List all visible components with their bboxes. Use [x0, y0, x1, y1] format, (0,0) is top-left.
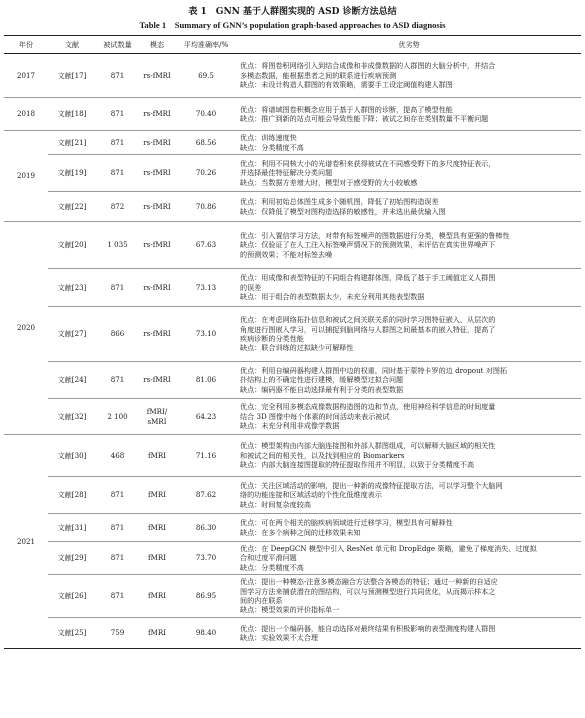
table-row [4, 307, 581, 362]
pros-cons-cell [237, 98, 581, 131]
reference-cell: 文献[18] [48, 98, 96, 131]
pros-cons-line: 缺点：仅降低了模型对图构造选择的敏感性，并未选出最优输入图 [240, 206, 446, 216]
pros-cons-line: 缺点：时间复杂度较高 [240, 499, 311, 509]
subjects-cell: 871 [96, 269, 139, 307]
subjects-cell: 468 [96, 435, 139, 477]
table-row [4, 222, 581, 269]
subjects-cell: 871 [96, 514, 139, 542]
subjects-cell: 759 [96, 618, 139, 649]
pros-cons-line: 的预测效果；不能对标签去噪 [240, 249, 333, 259]
modality-line: rs-fMRI [143, 329, 171, 339]
pros-cons-line: 缺点：实验效果不太合理 [240, 633, 319, 642]
accuracy-cell: 86.30 [175, 514, 237, 542]
pros-cons-line: 优点：利用自编码器构建人群图中边的权重，同时基于蒙特卡罗的边 dropout 对图拓 [240, 365, 508, 375]
reference-cell: 文献[23] [48, 269, 96, 307]
year-cell: 2017 [4, 54, 48, 98]
table-header-row [4, 36, 581, 54]
modality-line: rs-fMRI [143, 137, 171, 147]
accuracy-cell: 70.86 [175, 192, 237, 222]
year-cell: 2019 [4, 131, 48, 222]
pros-cons-line: 缺点：编码器不能自动选择最有利于分类的表型数据 [240, 384, 404, 394]
pros-cons-line: 优点：提出一种模态-注意多模态融合方法整合各模态的特征；通过一种新的自适应 [240, 577, 498, 587]
subjects-cell: 871 [96, 362, 139, 399]
reference-cell: 文献[20] [48, 222, 96, 269]
year-cell: 2018 [4, 98, 48, 131]
pros-cons-line: 缺点：分类精度不高 [240, 562, 304, 572]
reference-cell: 文献[30] [48, 435, 96, 477]
table-row [4, 477, 581, 514]
modality-line: sMRI [147, 416, 167, 426]
pros-cons-line: 优点：利用初始总体图生成多个随机图，降低了初始图构造误差 [240, 197, 439, 207]
pros-cons-line: 缺点：分类精度不高 [240, 142, 304, 152]
reference-cell: 文献[21] [48, 131, 96, 155]
accuracy-cell: 81.06 [175, 362, 237, 399]
modality-cell [139, 131, 175, 155]
pros-cons-cell [237, 155, 581, 192]
modality-cell [139, 477, 175, 514]
modality-line: rs-fMRI [143, 375, 171, 385]
table-row [4, 269, 581, 307]
accuracy-cell: 86.95 [175, 575, 237, 618]
modality-line: rs-fMRI [143, 282, 171, 292]
subjects-cell: 871 [96, 54, 139, 98]
table-title-cn: 表 1 GNN 基于人群图实现的 ASD 诊断方法总结 [188, 7, 397, 17]
reference-cell: 文献[29] [48, 542, 96, 575]
modality-cell [139, 575, 175, 618]
modality-cell [139, 542, 175, 575]
accuracy-cell: 67.63 [175, 222, 237, 269]
modality-cell [139, 618, 175, 649]
pros-cons-cell [237, 307, 581, 362]
asd-summary-table [4, 35, 581, 649]
pros-cons-line: 优点：提出一个编码器，能自动选择对最终结果有积极影响的表型测度构建人群图 [240, 623, 496, 633]
table-row [4, 399, 581, 435]
table-row [4, 362, 581, 399]
header-reference: 文献 [48, 36, 96, 54]
subjects-cell: 871 [96, 477, 139, 514]
table-row [4, 435, 581, 477]
pros-cons-line: 疾病诊断的分类性能 [240, 334, 304, 343]
modality-line: rs-fMRI [143, 168, 171, 178]
subjects-cell: 872 [96, 192, 139, 222]
subjects-cell: 871 [96, 575, 139, 618]
pros-cons-line: 缺点：内部大脑连接图提取的特征提取作用并不明显，以致于分类精度不高 [240, 460, 475, 470]
pros-cons-line: 并选择最佳特征解决分类问题 [240, 168, 333, 178]
reference-cell: 文献[28] [48, 477, 96, 514]
table-row [4, 618, 581, 649]
modality-line: rs-fMRI [143, 70, 171, 80]
modality-cell [139, 435, 175, 477]
accuracy-cell: 73.70 [175, 542, 237, 575]
modality-cell [139, 514, 175, 542]
pros-cons-line: 缺点：当数据方差增大时，模型对于感受野的大小较敏感 [240, 177, 418, 187]
reference-cell: 文献[31] [48, 514, 96, 542]
pros-cons-cell [237, 54, 581, 98]
pros-cons-line: 缺点：未充分利用非成像学数据 [240, 421, 340, 431]
pros-cons-line: 角度进行图嵌入学习，可以捕捉到脑网络与人群图之间最基本的嵌入特征，提高了 [240, 324, 496, 334]
modality-cell [139, 54, 175, 98]
pros-cons-line: 缺点：联合训练的过拟缺少可解释性 [240, 343, 354, 353]
pros-cons-line: 络的功能连接和区域活动的个性化低维度表示 [240, 490, 382, 500]
header-subjects: 被试数量 [96, 36, 139, 54]
pros-cons-line: 合和过度平滑问题 [240, 553, 297, 563]
pros-cons-line: 和被试之间的相关性，以及找到相应的 Biomarkers [240, 450, 405, 460]
reference-cell: 文献[22] [48, 192, 96, 222]
pros-cons-cell [237, 131, 581, 155]
accuracy-cell: 71.16 [175, 435, 237, 477]
reference-cell: 文献[19] [48, 155, 96, 192]
pros-cons-line: 优点：模型架构由内部大脑连接图和外部人群图组成，可以解释大脑区域的相关性 [240, 441, 496, 451]
pros-cons-line: 结合 3D 图像中每个体素的时间活动来表示被试 [240, 411, 390, 421]
pros-cons-line: 缺点：推广到新的站点可能会导致性能下降；被试之间存在类别数量不平衡问题 [240, 114, 489, 123]
pros-cons-line: 优点：可在两个相关的脑疾病领域进行迁移学习，模型具有可解释性 [240, 518, 453, 528]
pros-cons-line: 多模态数据，能根据患者之间的联系进行疾病预测 [240, 70, 397, 80]
pros-cons-cell [237, 477, 581, 514]
table-row [4, 542, 581, 575]
accuracy-cell: 73.13 [175, 269, 237, 307]
header-accuracy: 平均准确率/% [175, 36, 237, 54]
pros-cons-line: 优点：将谱域图卷积概念应用于基于人群图的诊断，提高了模型性能 [240, 104, 453, 114]
year-cell: 2021 [4, 435, 48, 649]
modality-cell [139, 222, 175, 269]
pros-cons-line: 优点：引入置信学习方法，对带有标签噪声的图数据进行分类，模型具有更强的鲁棒性 [240, 230, 510, 240]
subjects-cell: 871 [96, 155, 139, 192]
subjects-cell: 2 100 [96, 399, 139, 435]
reference-cell: 文献[27] [48, 307, 96, 362]
accuracy-cell: 69.5 [175, 54, 237, 98]
subjects-cell: 866 [96, 307, 139, 362]
pros-cons-line: 优点：在考虑网络拓扑信息和被试之间关联关系的同时学习图特征嵌入，从层次的 [240, 315, 496, 325]
accuracy-cell: 98.40 [175, 618, 237, 649]
pros-cons-cell [237, 618, 581, 649]
pros-cons-cell [237, 575, 581, 618]
pros-cons-line: 间的内在联系 [240, 596, 283, 605]
header-year: 年份 [4, 36, 48, 54]
modality-line: rs-fMRI [143, 109, 171, 119]
subjects-cell: 871 [96, 542, 139, 575]
table-row [4, 54, 581, 98]
modality-line: fMRI [147, 522, 167, 532]
modality-line: fMRI [147, 450, 167, 460]
modality-cell [139, 399, 175, 435]
modality-line: fMRI [147, 553, 167, 563]
subjects-cell: 1 035 [96, 222, 139, 269]
pros-cons-line: 缺点：模型效果的评价指标单一 [240, 605, 340, 615]
table-row [4, 192, 581, 222]
reference-cell: 文献[17] [48, 54, 96, 98]
modality-line: rs-fMRI [143, 240, 171, 250]
table-row [4, 131, 581, 155]
subjects-cell: 871 [96, 98, 139, 131]
pros-cons-line: 缺点：在多个病种之间的迁移效果未知 [240, 527, 361, 537]
modality-cell [139, 307, 175, 362]
pros-cons-line: 优点：训练速度快 [240, 133, 297, 143]
pros-cons-line: 缺点：仅验证了在人工注入标签噪声情况下的预测效果，未评估在真实世界噪声下 [240, 240, 496, 250]
reference-cell: 文献[26] [48, 575, 96, 618]
pros-cons-line: 优点：完全利用多模态成像数据构造图的边和节点，使用神经科学信息的时间度量 [240, 402, 496, 412]
modality-line: rs-fMRI [143, 201, 171, 211]
table-row [4, 98, 581, 131]
modality-cell [139, 155, 175, 192]
table-row [4, 155, 581, 192]
pros-cons-line: 缺点：用于组合的表型数据太少，未充分利用其他表型数据 [240, 292, 425, 302]
reference-cell: 文献[32] [48, 399, 96, 435]
modality-cell [139, 269, 175, 307]
pros-cons-line: 优点：关注区域活动的影响，提出一种新的成像特征提取方法，可以学习整个大脑网 [240, 480, 503, 490]
subjects-cell: 871 [96, 131, 139, 155]
table-row [4, 575, 581, 618]
modality-line: fMRI [147, 490, 167, 500]
accuracy-cell: 73.10 [175, 307, 237, 362]
pros-cons-cell [237, 514, 581, 542]
pros-cons-line: 优点：利用不同核大小的光谱卷积来获得被试在不同感受野下的多尺度特征表示， [240, 158, 496, 168]
year-cell: 2020 [4, 222, 48, 435]
pros-cons-line: 优点：用成像和表型特征的不同组合构建群体图，降低了基于手工阈值定义人群图 [240, 273, 496, 283]
pros-cons-cell [237, 399, 581, 435]
table-body [4, 54, 581, 649]
modality-line: fMRI/ [146, 407, 168, 417]
pros-cons-cell [237, 192, 581, 222]
pros-cons-cell [237, 435, 581, 477]
pros-cons-cell [237, 269, 581, 307]
accuracy-cell: 64.23 [175, 399, 237, 435]
modality-line: fMRI [147, 628, 167, 638]
pros-cons-cell [237, 362, 581, 399]
pros-cons-line: 优点：将图卷积网络引入到结合成像和非成像数据的人群图的大脑分析中，并结合 [240, 61, 496, 71]
table-row [4, 514, 581, 542]
modality-cell [139, 192, 175, 222]
pros-cons-line: 优点：在 DeepGCN 模型中引入 ResNet 单元和 DropEdge 策略，避免了梯度消失、过度拟 [240, 543, 537, 553]
accuracy-cell: 87.62 [175, 477, 237, 514]
pros-cons-cell [237, 222, 581, 269]
pros-cons-line: 图学习方法来捕获潜在的图结构，可以与预测模型进行共同优化，从而揭示样本之 [240, 586, 496, 596]
reference-cell: 文献[25] [48, 618, 96, 649]
modality-cell [139, 98, 175, 131]
accuracy-cell: 70.40 [175, 98, 237, 131]
modality-cell [139, 362, 175, 399]
accuracy-cell: 70.26 [175, 155, 237, 192]
accuracy-cell: 68.56 [175, 131, 237, 155]
pros-cons-line: 的误差 [240, 282, 262, 292]
header-modality: 模态 [139, 36, 175, 54]
reference-cell: 文献[24] [48, 362, 96, 399]
modality-line: fMRI [147, 591, 167, 601]
pros-cons-line: 扑结构上的不确定性进行建模，缓解模型过拟合问题 [240, 375, 404, 385]
pros-cons-line: 缺点：未设计构造人群图的有效策略，需要手工设定阈值构建人群图 [240, 80, 453, 90]
table-title-en: Table 1 Summary of GNN’s population graph-based approaches to ASD diagnosis [139, 20, 446, 30]
header-pros-cons: 优劣势 [237, 36, 581, 54]
pros-cons-cell [237, 542, 581, 575]
